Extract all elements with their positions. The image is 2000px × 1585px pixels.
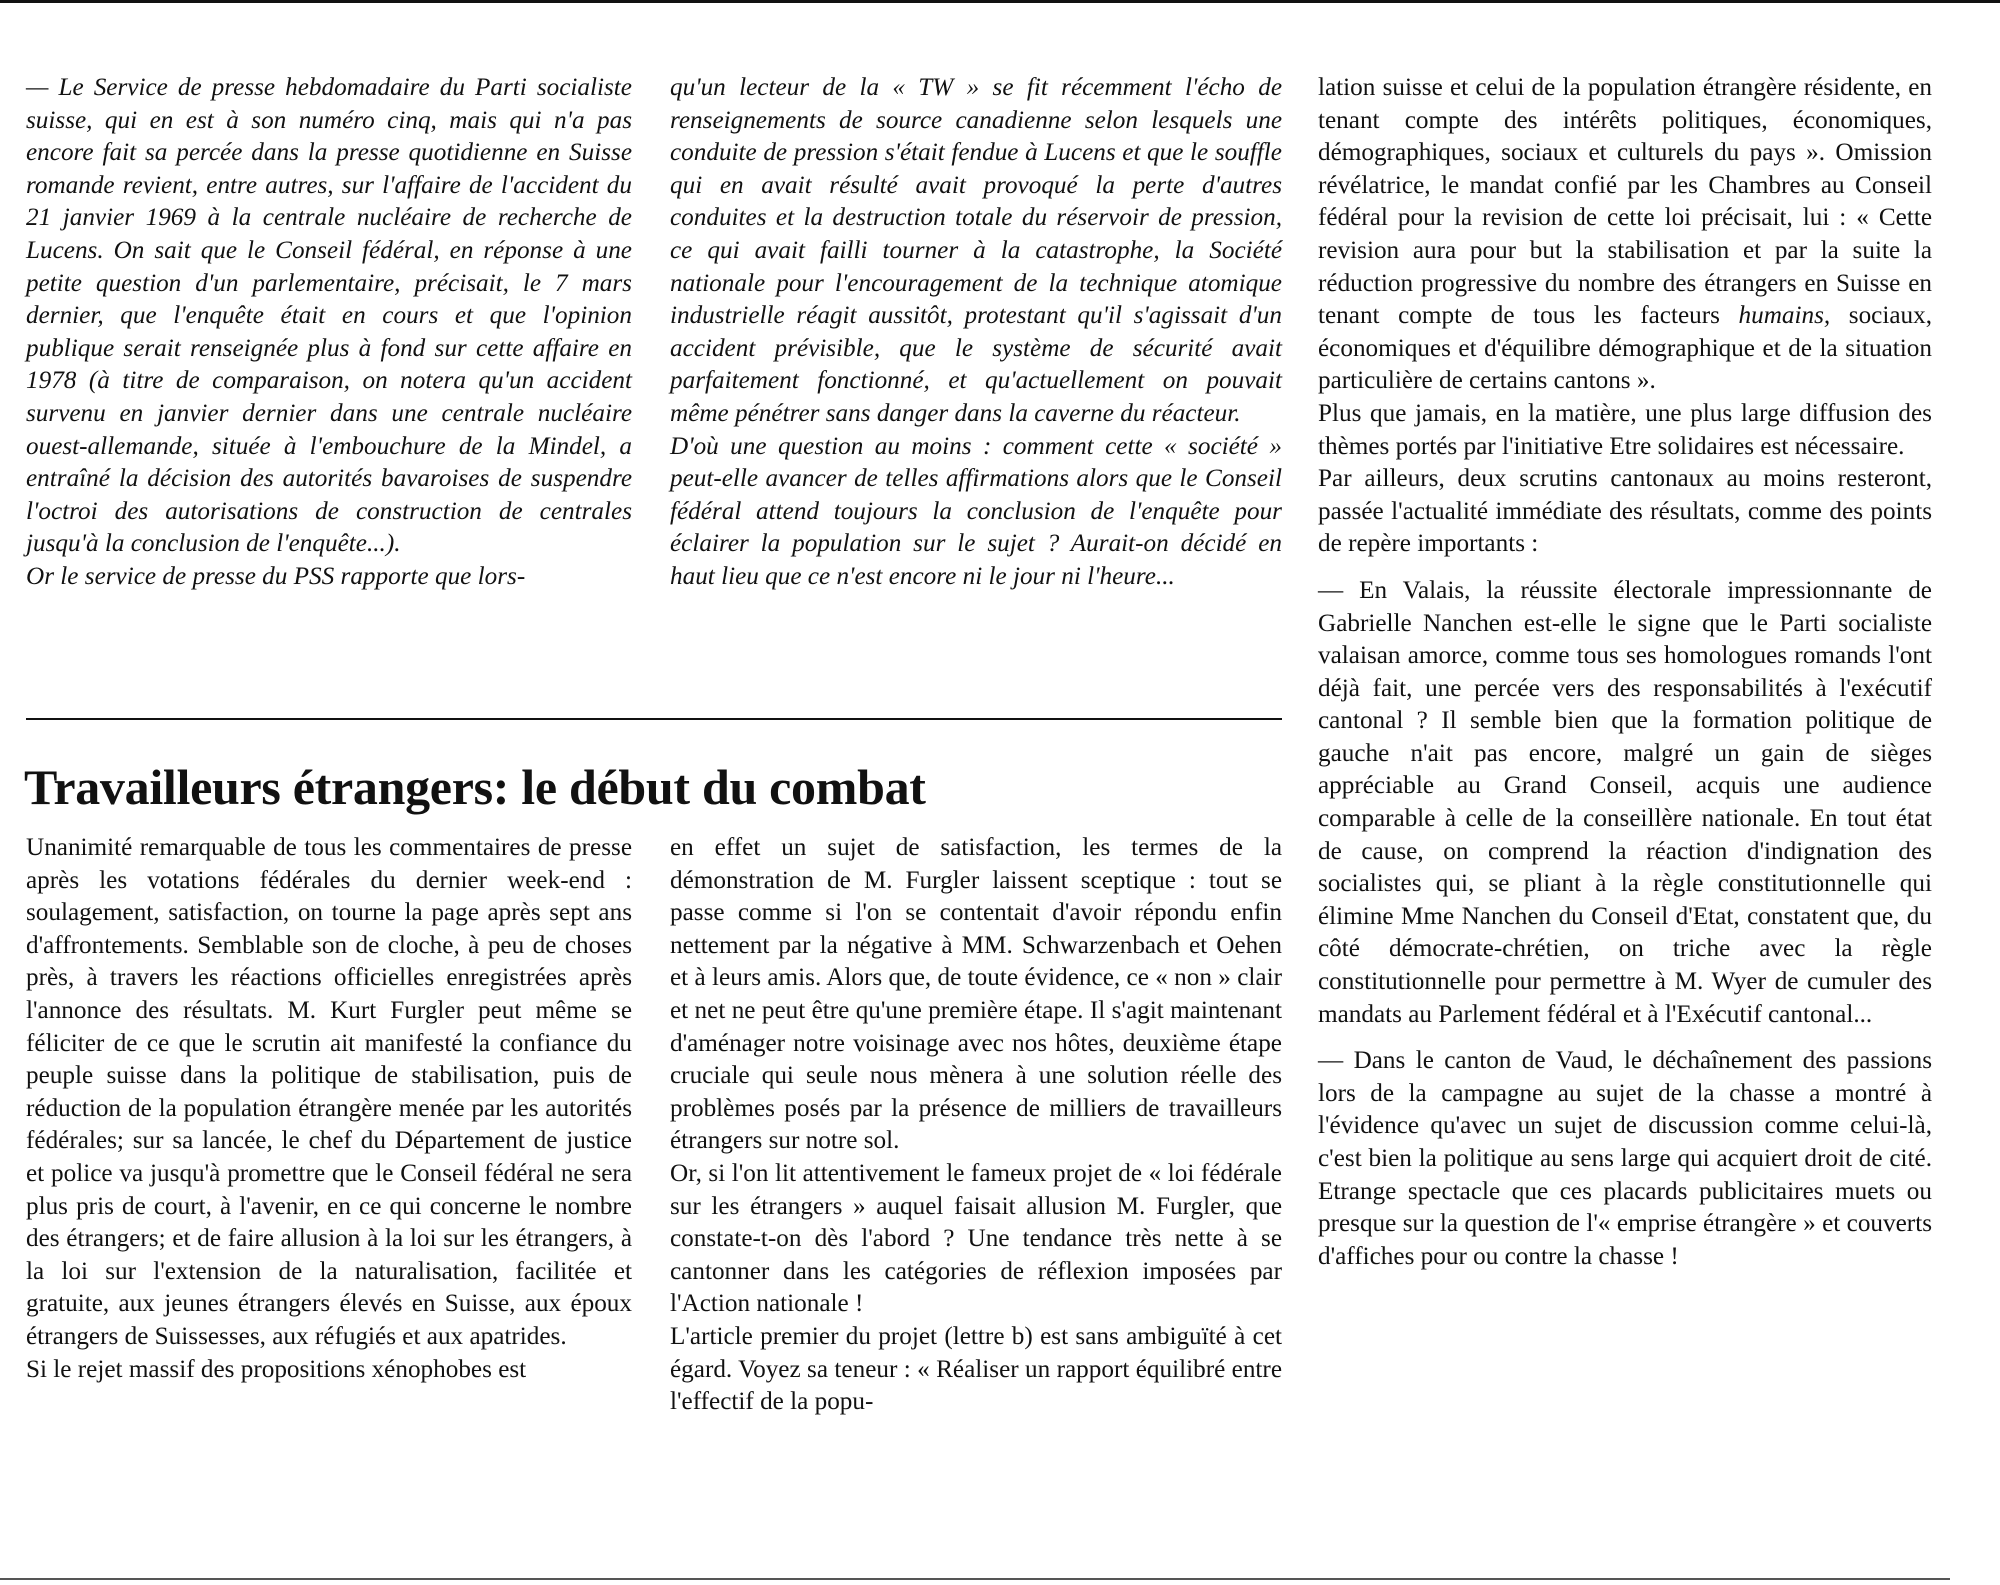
top-article-paragraph: qu'un lecteur de la « TW » se fit récemment l'écho de renseignements de source canadienne selon lesquels une conduite de pression s'était fendue à Lucens et que le souffle qui en avait résulté avait provoqué la perte d'autres conduites et la destruction totale du réservoir de pression, ce qui avait failli tourner à la catastrophe, la Société nationale pour l'encouragement de la technique atomique industrielle réagit aussitôt, protestant qu'il s'agissait d'un accident prévisible, que le système de sécurité avait parfaitement fonctionné, et qu'actuellement on pouvait même pénétrer sans danger dans la caverne du réacteur. — [670, 74, 1282, 427]
article-headline: Travailleurs étrangers: le début du combat — [24, 759, 926, 815]
right-column-emphasis: humains, — [1738, 302, 1831, 330]
right-column-text: sociaux, économiques et d'équilibre démographique et de la situation particulière de certains cantons ». — [1318, 302, 1933, 395]
right-column-text: lation suisse et celui de la population étrangère résidente, en tenant compte des intérêts politiques, économiques, démographiques, sociaux et culturels du pays ». Omission révélatrice, le mandat confié par les Chambres au Conseil fédéral pour la revision de cette loi précisait, lui : « Cette revision aura pour but la stabilisation et par la suite la réduction progressive du nombre des étrangers en Suisse en tenant compte de tous les facteurs — [1318, 74, 1932, 330]
section-divider — [26, 718, 1282, 720]
right-column — [1318, 72, 1932, 1273]
main-article-paragraph: Si le rejet massif des propositions xénophobes est — [26, 1355, 527, 1383]
top-article-column-2 — [670, 72, 1282, 594]
top-article-paragraph: D'où une question au moins : comment cette « société » peut-elle avancer de telles affirmations alors que le Conseil fédéral attend toujours la conclusion de l'enquête pour éclairer la population sur le sujet ? Aurait-on décidé en haut lieu que ce n'est encore ni le jour ni l'heure... — [670, 432, 1282, 590]
main-article-paragraph: en effet un sujet de satisfaction, les termes de la démonstration de M. Furgler laissent sceptique : tout se passe comme si l'on se contentait d'avoir répondu enfin nettement par la négative à MM. Schwarzenbach et Oehen et à leurs amis. Alors que, de toute évidence, ce « non » clair et net ne peut être qu'une première étape. Il s'agit maintenant d'aménager notre voisinage avec nos hôtes, deuxième étape cruciale qui seule nous mènera à une solution réelle des problèmes posés par la présence de milliers de travailleurs étrangers sur notre sol. — [670, 834, 1282, 1155]
main-article-paragraph: Unanimité remarquable de tous les commentaires de presse après les votations fédérales du dernier week-end : soulagement, satisfaction, on tourne la page après sept ans d'affrontements. Semblable son de cloche, à peu de choses près, à travers les réactions officielles enregistrées après l'annonce des résultats. M. Kurt Furgler peut même se féliciter de ce que le scrutin ait manifesté la confiance du peuple suisse dans la politique de stabilisation, puis de réduction de la population étrangère menée par les autorités fédérales; sur sa lancée, le chef du Département de justice et police va jusqu'à promettre que le Conseil fédéral ne sera plus pris de court, à l'avenir, en ce qui concerne le nombre des étrangers; et de faire allusion à la loi sur les étrangers, à la loi sur l'extension de la naturalisation, facilitée et gratuite, aux jeunes étrangers élevés en Suisse, aux époux étrangers de Suissesses, aux réfugiés et aux apatrides. — [26, 834, 632, 1350]
main-article-paragraph: L'article premier du projet (lettre b) est sans ambiguïté à cet égard. Voyez sa teneur : « Réaliser un rapport équilibré entre l'effectif de la popu- — [670, 1322, 1282, 1416]
top-rule — [0, 0, 2000, 3]
top-article-paragraph: Or le service de presse du PSS rapporte que lors- — [26, 562, 526, 590]
right-column-paragraph — [1318, 72, 1932, 398]
main-article-column-1 — [26, 832, 632, 1386]
right-column-paragraph: Par ailleurs, deux scrutins cantonaux au moins resteront, passée l'actualité immédiate des résultats, comme des points de repère importants : — [1318, 465, 1932, 558]
top-article-column-1 — [26, 72, 632, 594]
right-column-paragraph: — En Valais, la réussite électorale impressionnante de Gabrielle Nanchen est-elle le signe que le Parti socialiste valaisan amorce, comme tous ses homologues romands l'ont déjà fait, une percée vers des responsabilités à l'exécutif cantonal ? Il semble bien que la formation politique de gauche n'ait pas encore, malgré un gain de sièges appréciable au Grand Conseil, acquis une audience comparable à celle de la conseillère nationale. En tout état de cause, on comprend la réaction d'indignation des socialistes qui, se pliant à la règle constitutionnelle qui élimine Mme Nanchen du Conseil d'Etat, constatent que, du côté démocrate-chrétien, on triche avec la règle constitutionnelle pour permettre à M. Wyer de cumuler des mandats au Parlement fédéral et à l'Exécutif cantonal... — [1318, 576, 1932, 1028]
bottom-rule — [0, 1578, 1950, 1580]
top-article-paragraph: — Le Service de presse hebdomadaire du Parti socialiste suisse, qui en est à son numéro cinq, mais qui n'a pas encore fait sa percée dans la presse quotidienne en Suisse romande revient, entre autres, sur l'affaire de l'accident du 21 janvier 1969 à la centrale nucléaire de recherche de Lucens. On sait que le Conseil fédéral, en réponse à une petite question d'un parlementaire, précisait, le 7 mars dernier, que l'enquête était en cours et que l'opinion publique serait renseignée plus à fond sur cette affaire en 1978 (à titre de comparaison, on notera qu'un accident survenu en janvier dernier dans une centrale nucléaire ouest-allemande, située à l'embouchure de la Mindel, a entraîné la décision des autorités bavaroises de suspendre l'octroi des autorisations de construction de centrales jusqu'à la conclusion de l'enquête...). — [26, 74, 632, 558]
main-article-paragraph: Or, si l'on lit attentivement le fameux projet de « loi fédérale sur les étrangers » auquel faisait allusion M. Furgler, que constate-t-on dès l'abord ? Une tendance très nette à se cantonner dans les catégories de réflexion imposées par l'Action nationale ! — [670, 1159, 1282, 1318]
main-article-column-2 — [670, 832, 1282, 1419]
right-column-paragraph: Plus que jamais, en la matière, une plus large diffusion des thèmes portés par l'initiative Etre solidaires est nécessaire. — [1318, 399, 1932, 460]
right-column-paragraph: — Dans le canton de Vaud, le déchaînement des passions lors de la campagne au sujet de la chasse a montré à l'évidence qu'avec un sujet de discussion comme celui-là, c'est bien la politique au sens large qui acquiert droit de cité. Etrange spectacle que ces placards publicitaires muets ou presque sur la question de l'« emprise étrangère » et couverts d'affiches pour ou contre la chasse ! — [1318, 1047, 1932, 1270]
